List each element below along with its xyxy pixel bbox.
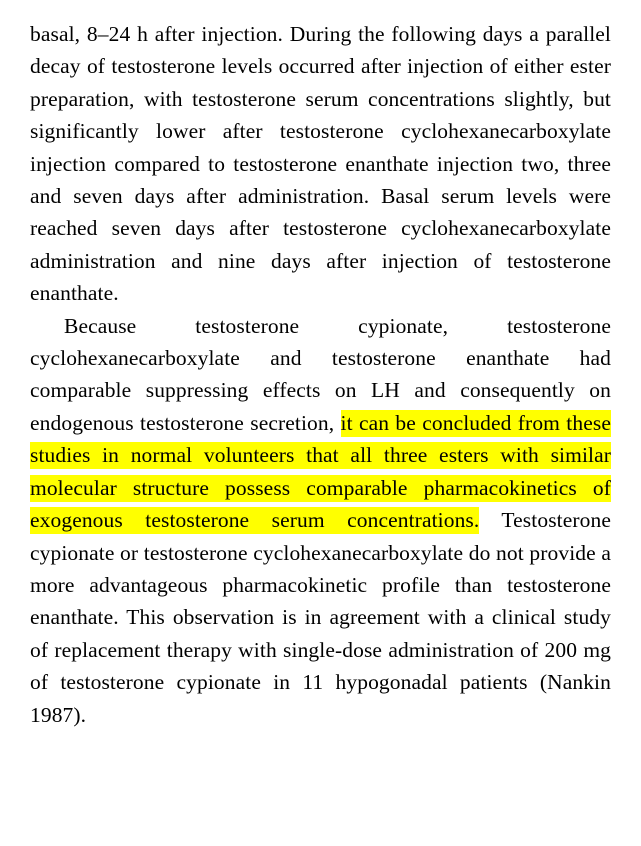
body-paragraph-1 bbox=[30, 18, 611, 310]
highlighted-passage: it can be concluded from these studies in normal volunteers that all three esters with similar molecular structure possess comparable pharmacokinetics of exogenous testosterone serum concentrations. bbox=[30, 410, 611, 533]
paragraph-1-text: basal, 8–24 h after injection. During the following days a parallel decay of testosterone levels occurred after injection of either ester preparation, with testosterone serum concentrations slightly, but significantly lower after testosterone cyclohexanecarboxylate injection compared to testosterone enanthate injection two, three and seven days after administration. Basal serum levels were reached seven days after testosterone cyclohexanecarboxylate administration and nine days after injection of testosterone enanthate. bbox=[30, 22, 611, 306]
paragraph-2-text-before-highlight: Because testosterone cypionate, testosterone cyclohexanecarboxylate and testosterone enanthate had comparable suppressing effects on LH and consequently on endogenous testosterone secretion, bbox=[30, 313, 611, 435]
paragraph-2-text-after-highlight: Testosterone cypionate or testosterone cyclohexanecarboxylate do not provide a more advantageous pharmacokinetic profile than testosterone enanthate. This observation is in agreement with a clinical study of replacement therapy with single-dose administration of 200 mg of testosterone cypionate in 11 hypogonadal patients (Nankin 1987). bbox=[30, 508, 611, 727]
body-paragraph-2 bbox=[30, 310, 611, 731]
